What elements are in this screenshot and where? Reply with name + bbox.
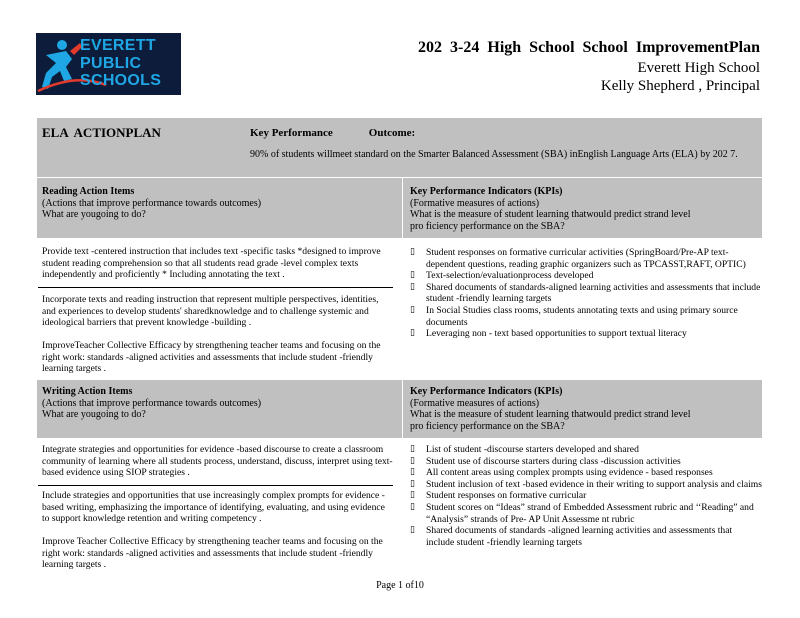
list-item [410, 502, 762, 525]
kpi-text: List of student -discourse starters developed and shared [426, 444, 639, 455]
writing-action-title: Writing Action Items [42, 386, 133, 397]
outcome-statement: 90% of students willmeet standard on the Smarter Balanced Assessment (SBA) inEnglish Language Arts (ELA) by 202 7. [250, 149, 738, 160]
kpi-text: Student responses on formative curricular [426, 490, 587, 502]
kpi-text: Text-selection/evaluationprocess developed [426, 270, 594, 282]
list-item [410, 270, 762, 282]
page-number: Page 1 of10 [376, 580, 424, 591]
bullet-icon: ▯ [410, 328, 415, 339]
column-divider [402, 177, 403, 238]
bullet-icon: ▯ [410, 247, 415, 257]
reading-kpi-question: What is the measure of student learning thatwould predict strand level [410, 209, 691, 220]
bullet-icon: ▯ [410, 444, 415, 454]
reading-action-subtitle: (Actions that improve performance towards outcomes) [42, 197, 262, 209]
kpo-label-part-2: Outcome: [368, 127, 416, 139]
kpi-text: Shared documents of standards-aligned learning activities and assessments that include student -friendly learning targets [426, 281, 761, 305]
list-item [410, 444, 762, 456]
reading-action-item: ImproveTeacher Collective Efficacy by strengthening teacher teams and focusing on the right work: standards -aligned activities and assessments that include student -friendly learning targets . [42, 340, 381, 375]
writing-action-item: Integrate strategies and opportunities for evidence -based discourse to create a classroom community of learning where all students process, understand, discuss, interpret using text-based evidence using SIOP strategies . [42, 444, 393, 479]
bullet-icon: ▯ [410, 304, 415, 315]
divider [38, 485, 393, 486]
bullet-icon: ▯ [410, 281, 415, 292]
writing-action-question: What are yougoing to do? [42, 409, 146, 420]
kpi-text: Shared documents of standards -aligned learning activities and assessments that include student -friendly learning targets [426, 525, 733, 548]
kpi-text: Student use of discourse starters during class -discussion activities [426, 455, 681, 467]
logo-line-1: EVERETT [80, 37, 156, 54]
list-item [410, 305, 762, 328]
list-item [410, 479, 762, 491]
writing-action-header [42, 386, 261, 421]
reading-kpi-subtitle: (Formative measures of actions) [410, 197, 540, 209]
writing-action-subtitle: (Actions that improve performance towards outcomes) [42, 397, 262, 409]
reading-kpi-question-cont: pro ficiency performance on the SBA? [410, 220, 565, 232]
logo-line-3: SCHOOLS [80, 72, 162, 89]
column-divider [402, 380, 403, 438]
bullet-icon: ▯ [410, 270, 415, 281]
bullet-icon: ▯ [410, 490, 415, 501]
reading-kpi-header [410, 186, 690, 232]
kpi-text: Student scores on “Ideas” strand of Embedded Assessment rubric and ‘‘Reading” and “Analysis” strands of Pre- AP Unit Assessme nt rubric [426, 501, 754, 525]
bullet-icon: ▯ [410, 478, 415, 489]
list-item [410, 456, 762, 468]
list-item [410, 328, 762, 340]
reading-action-question: What are yougoing to do? [42, 209, 146, 220]
logo-wordmark [80, 37, 161, 90]
key-performance-outcome-label [250, 127, 415, 139]
list-item [410, 525, 762, 548]
bullet-icon: ▯ [410, 501, 415, 512]
writing-kpi-title: Key Performance Indicators (KPIs) [410, 386, 563, 397]
reading-action-title: Reading Action Items [42, 186, 135, 197]
ela-action-plan-title: ELA ACTIONPLAN [42, 125, 161, 140]
writing-kpi-subtitle: (Formative measures of actions) [410, 397, 540, 409]
bullet-icon: ▯ [410, 525, 415, 536]
list-item [410, 490, 762, 502]
writing-action-item: Include strategies and opportunities that use increasingly complex prompts for evidence -based writing, emphasizing the importance of identifying, evaluating, and using evidence to support knowledge retention and writing competency . [42, 490, 385, 525]
list-item [410, 282, 762, 305]
divider [38, 287, 393, 288]
list-item [410, 247, 762, 270]
bullet-icon: ▯ [410, 455, 415, 466]
kpi-text: Student inclusion of text -based evidence in their writing to support analysis and claims [426, 478, 762, 490]
writing-action-item: Improve Teacher Collective Efficacy by strengthening teacher teams and focusing on the right work: standards -aligned activities and assessments that include student -friendly learning targets . [42, 536, 383, 571]
writing-kpi-header [410, 386, 690, 432]
logo-line-2: PUBLIC [80, 54, 142, 72]
reading-kpi-list [410, 247, 762, 340]
list-item [410, 467, 762, 479]
writing-kpi-question-cont: pro ficiency performance on the SBA? [410, 420, 565, 432]
reading-action-header [42, 186, 261, 221]
principal-name: Kelly Shepherd , Principal [600, 78, 760, 94]
writing-kpi-question: What is the measure of student learning thatwould predict strand level [410, 409, 691, 420]
school-name: Everett High School [637, 60, 760, 76]
reading-action-item: Incorporate texts and reading instruction that represent multiple perspectives, identities, and experiences to develop students' sharedknowledge and to challenge systemic and ideological barriers that prevent knowledge -building . [42, 294, 379, 329]
band-divider [37, 177, 762, 178]
reading-action-item: Provide text -centered instruction that includes text -specific tasks *designed to improve student reading comprehension so that all students read grade -level complex texts independently and proficiently * Including annotating the text . [42, 246, 381, 281]
bullet-icon: ▯ [410, 467, 415, 478]
kpi-text: Student responses on formative curricular activities (SpringBoard/Pre-AP text-dependent questions, reading graphic organizers such as TPCASST,RAFT, OPTIC) [426, 247, 746, 270]
kpo-label-part-1: Key Performance [250, 127, 333, 139]
district-logo [36, 33, 181, 95]
reading-kpi-title: Key Performance Indicators (KPIs) [410, 186, 563, 197]
kpi-text: All content areas using complex prompts using evidence - based responses [426, 467, 713, 479]
kpi-text: In Social Studies class rooms, students annotating texts and using primary source documents [426, 304, 738, 328]
plan-title: 202 3-24 High School School ImprovementPlan [418, 39, 760, 56]
writing-kpi-list [410, 444, 762, 548]
kpi-text: Leveraging non - text based opportunities to support textual literacy [426, 328, 687, 340]
